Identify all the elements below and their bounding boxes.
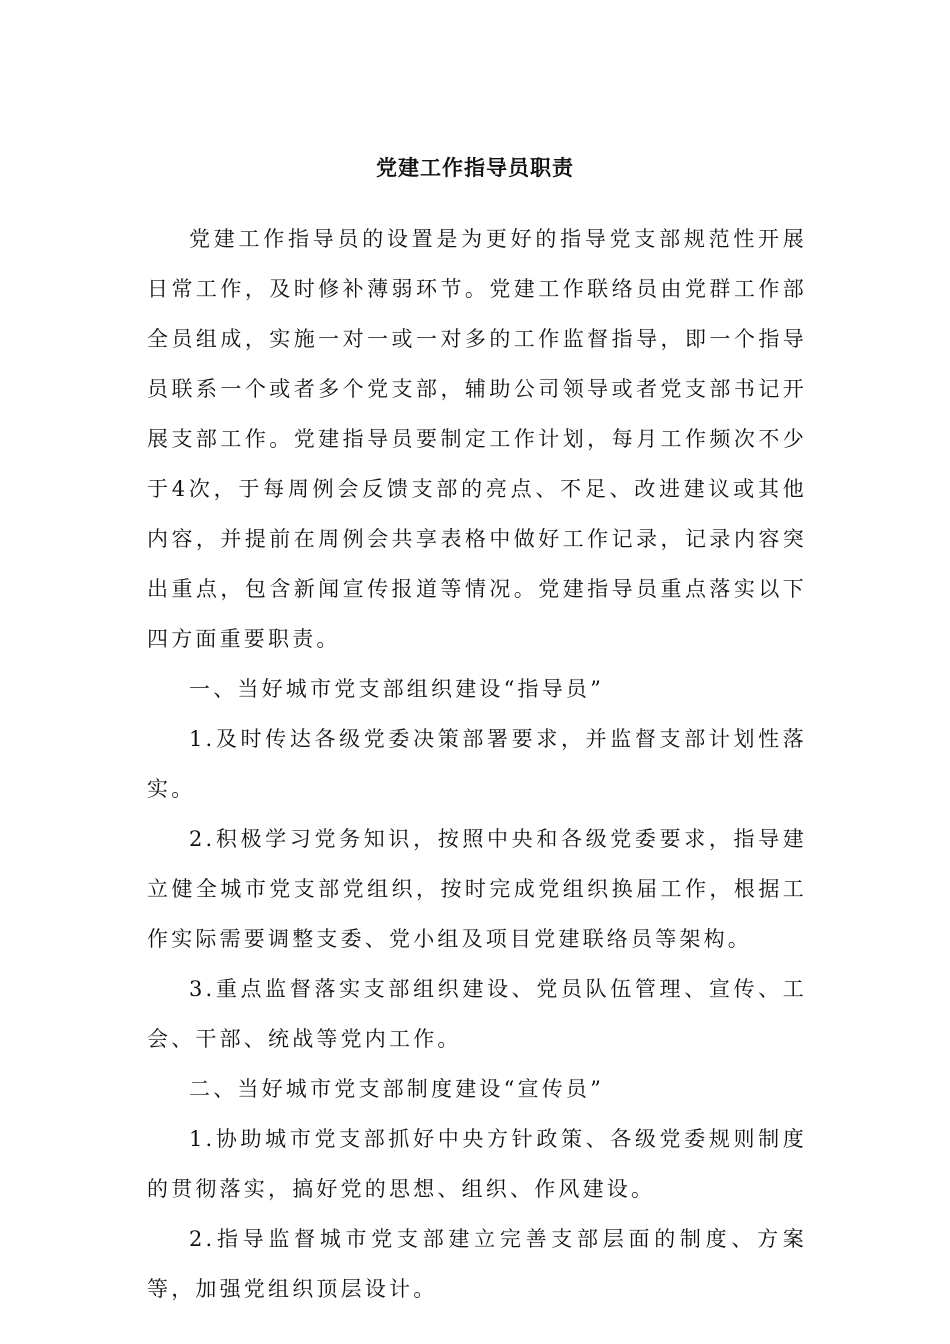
section-1-item-3: 3.重点监督落实支部组织建设、党员队伍管理、宣传、工会、干部、统战等党内工作。 [147,977,807,1051]
section-heading-1: 一、当好城市党支部组织建设“指导员” [189,677,605,701]
intro-paragraph: 党建工作指导员的设置是为更好的指导党支部规范性开展日常工作，及时修补薄弱环节。党建工作联络员由党群工作部全员组成，实施一对一或一对多的工作监督指导，即一个指导员联系一个或者多个党支部，辅助公司领导或者党支部书记开展支部工作。党建指导员要制定工作计划，每月工作频次不少于4次，于每周例会反馈支部的亮点、不足、改进建议或其他内容，并提前在周例会共享表格中做好工作记录，记录内容突出重点，包含新闻宣传报道等情况。党建指导员重点落实以下四方面重要职责。 [147,227,807,651]
document-title: 党建工作指导员职责 [376,155,574,180]
section-1-item-1: 1.及时传达各级党委决策部署要求，并监督支部计划性落实。 [147,727,807,801]
section-1-item-2: 2.积极学习党务知识，按照中央和各级党委要求，指导建立健全城市党支部党组织，按时完成党组织换届工作，根据工作实际需要调整支委、党小组及项目党建联络员等架构。 [147,827,807,951]
section-2-item-1: 1.协助城市党支部抓好中央方针政策、各级党委规则制度的贯彻落实，搞好党的思想、组织、作风建设。 [147,1127,807,1201]
document-body [147,214,807,1314]
section-heading-2: 二、当好城市党支部制度建设“宣传员” [189,1077,605,1101]
section-2-item-2: 2.指导监督城市党支部建立完善支部层面的制度、方案等，加强党组织顶层设计。 [147,1227,807,1301]
